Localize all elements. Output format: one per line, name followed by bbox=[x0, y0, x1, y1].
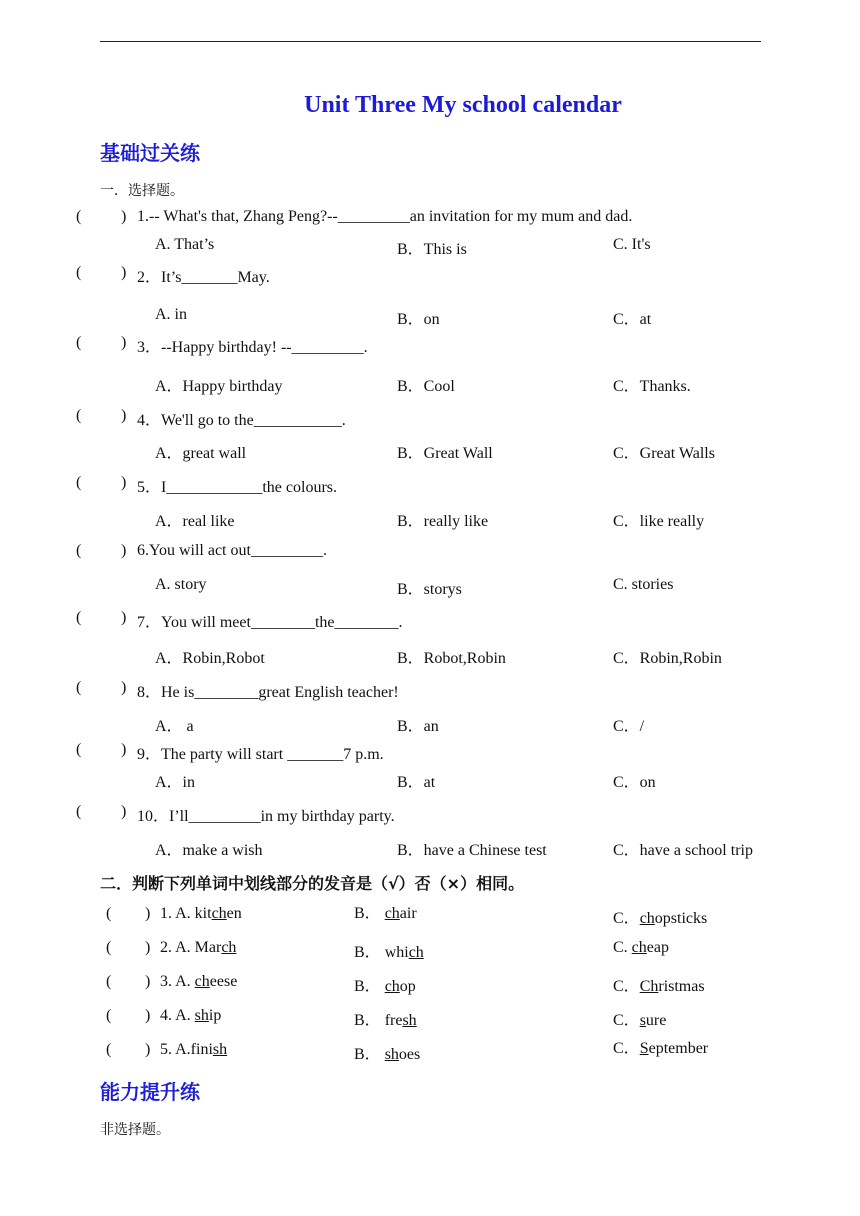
phonics-a: 5. A.finish bbox=[160, 1041, 228, 1058]
question-stem: 8．He is bbox=[137, 684, 195, 701]
answer-blank[interactable]: _______ bbox=[287, 746, 344, 763]
option-a[interactable]: A．Happy birthday bbox=[155, 378, 283, 395]
answer-paren-close[interactable]: ) bbox=[121, 542, 127, 559]
answer-blank[interactable]: _________ bbox=[291, 339, 364, 356]
question-stem: 5．I bbox=[137, 479, 167, 496]
answer-blank[interactable]: _________ bbox=[188, 808, 261, 825]
phonics-word: shoes bbox=[384, 1046, 421, 1063]
answer-blank[interactable]: ____________ bbox=[166, 479, 263, 496]
underlined-letters: sh bbox=[194, 1007, 209, 1024]
judge-paren-close[interactable]: ) bbox=[145, 1041, 151, 1058]
phonics-c: C．chopsticks bbox=[613, 910, 708, 927]
phonics-word: chair bbox=[384, 905, 417, 922]
answer-paren-open[interactable]: ( bbox=[76, 334, 82, 351]
answer-paren-open[interactable]: ( bbox=[76, 803, 82, 820]
question-text bbox=[137, 334, 368, 357]
question-text bbox=[137, 264, 270, 287]
underlined-letters: sh bbox=[402, 1012, 417, 1029]
answer-blank[interactable]: ___________ bbox=[253, 412, 342, 429]
question-text bbox=[137, 609, 403, 632]
phonics-a: 2. A. March bbox=[160, 939, 237, 956]
answer-paren-open[interactable]: ( bbox=[76, 609, 82, 626]
option-a[interactable]: A． a bbox=[155, 718, 194, 735]
question-rest: the________. bbox=[314, 614, 403, 631]
option-c[interactable]: C．/ bbox=[613, 718, 645, 735]
answer-paren-close[interactable]: ) bbox=[121, 334, 127, 351]
underlined-letters: ch bbox=[211, 905, 227, 922]
answer-blank[interactable]: _________ bbox=[250, 542, 323, 559]
answer-paren-close[interactable]: ) bbox=[121, 741, 127, 758]
underlined-letters: Ch bbox=[639, 978, 659, 995]
phonics-word: chopsticks bbox=[639, 910, 708, 927]
answer-paren-close[interactable]: ) bbox=[121, 474, 127, 491]
question-rest: an invitation for my mum and dad. bbox=[409, 208, 633, 225]
question-rest: May. bbox=[237, 269, 270, 286]
question-rest: great English teacher! bbox=[258, 684, 399, 701]
question-stem: 2．It’s bbox=[137, 269, 182, 286]
judge-paren-open[interactable]: ( bbox=[106, 1041, 112, 1058]
judge-paren-close[interactable]: ) bbox=[145, 905, 151, 922]
judge-paren-open[interactable]: ( bbox=[106, 973, 112, 990]
option-a[interactable]: A. That’s bbox=[155, 236, 215, 253]
phonics-a: 4. A. ship bbox=[160, 1007, 222, 1024]
phonics-a: 1. A. kitchen bbox=[160, 905, 242, 922]
question-rest: in my birthday party. bbox=[260, 808, 395, 825]
answer-paren-open[interactable]: ( bbox=[76, 741, 82, 758]
answer-paren-open[interactable]: ( bbox=[76, 264, 82, 281]
question-text bbox=[137, 474, 337, 497]
option-a[interactable]: A. story bbox=[155, 576, 207, 593]
option-c[interactable]: C．on bbox=[613, 774, 656, 791]
phonics-b: B． fresh bbox=[354, 1012, 417, 1029]
underlined-letters: ch bbox=[384, 905, 400, 922]
question-text bbox=[137, 803, 395, 826]
answer-paren-open[interactable]: ( bbox=[76, 542, 82, 559]
phonics-b: B． chair bbox=[354, 905, 417, 922]
question-rest: the colours. bbox=[262, 479, 337, 496]
option-c[interactable]: C．have a school trip bbox=[613, 842, 753, 859]
underlined-letters: ch bbox=[384, 978, 400, 995]
phonics-word: finish bbox=[190, 1041, 228, 1058]
option-a[interactable]: A．real like bbox=[155, 513, 235, 530]
question-stem: 10．I’ll bbox=[137, 808, 189, 825]
judge-paren-open[interactable]: ( bbox=[106, 1007, 112, 1024]
phonics-c: C. cheap bbox=[613, 939, 669, 956]
answer-blank[interactable]: ________ bbox=[250, 614, 315, 631]
judge-paren-close[interactable]: ) bbox=[145, 939, 151, 956]
phonics-word: cheese bbox=[194, 973, 238, 990]
option-a[interactable]: A．make a wish bbox=[155, 842, 263, 859]
underlined-letters: ch bbox=[639, 910, 655, 927]
option-b[interactable]: B．at bbox=[397, 774, 436, 791]
phonics-word: Christmas bbox=[639, 978, 705, 995]
option-c[interactable]: C．at bbox=[613, 311, 652, 328]
part2-heading: 二．判断下列单词中划线部分的发音是（√）否（×）相同。 bbox=[100, 874, 525, 893]
part1-heading: 一．选择题。 bbox=[100, 183, 184, 199]
answer-paren-open[interactable]: ( bbox=[76, 679, 82, 696]
underlined-letters: sh bbox=[212, 1041, 228, 1058]
phonics-c: C．sure bbox=[613, 1012, 667, 1029]
option-b[interactable]: B．Great Wall bbox=[397, 445, 493, 462]
answer-blank[interactable]: _______ bbox=[181, 269, 238, 286]
question-text bbox=[137, 208, 632, 226]
section-heading-advanced: 能力提升练 bbox=[100, 1080, 200, 1104]
question-stem: 4．We'll go to the bbox=[137, 412, 254, 429]
option-b[interactable]: B．storys bbox=[397, 581, 462, 598]
phonics-word: March bbox=[194, 939, 237, 956]
question-text bbox=[137, 741, 384, 764]
option-c[interactable]: C. stories bbox=[613, 576, 674, 593]
judge-paren-close[interactable]: ) bbox=[145, 973, 151, 990]
phonics-c: C．September bbox=[613, 1040, 709, 1057]
phonics-b: B． which bbox=[354, 944, 424, 961]
answer-paren-close[interactable]: ) bbox=[121, 679, 127, 696]
option-c[interactable]: C．Great Walls bbox=[613, 445, 715, 462]
answer-blank[interactable]: ________ bbox=[194, 684, 259, 701]
question-stem: 7．You will meet bbox=[137, 614, 251, 631]
phonics-word: September bbox=[639, 1040, 709, 1057]
answer-paren-open[interactable]: ( bbox=[76, 407, 82, 424]
phonics-a: 3. A. cheese bbox=[160, 973, 238, 990]
judge-paren-open[interactable]: ( bbox=[106, 939, 112, 956]
answer-paren-close[interactable]: ) bbox=[121, 803, 127, 820]
option-a[interactable]: A．great wall bbox=[155, 445, 247, 462]
section-heading-basic: 基础过关练 bbox=[100, 141, 200, 165]
question-stem: 6.You will act out bbox=[137, 542, 251, 559]
option-b[interactable]: B．This is bbox=[397, 241, 467, 258]
underlined-letters: s bbox=[639, 1012, 646, 1029]
option-b[interactable]: B．on bbox=[397, 311, 440, 328]
answer-paren-close[interactable]: ) bbox=[121, 264, 127, 281]
phonics-word: kitchen bbox=[194, 905, 242, 922]
underlined-letters: S bbox=[639, 1040, 649, 1057]
phonics-word: chop bbox=[384, 978, 416, 995]
option-a[interactable]: A. in bbox=[155, 306, 187, 323]
phonics-word: sure bbox=[639, 1012, 667, 1029]
phonics-b: B． shoes bbox=[354, 1046, 421, 1063]
underlined-letters: ch bbox=[194, 973, 210, 990]
option-a[interactable]: A．in bbox=[155, 774, 196, 791]
phonics-b: B． chop bbox=[354, 978, 416, 995]
option-c[interactable]: C．Robin,Robin bbox=[613, 650, 722, 667]
judge-paren-close[interactable]: ) bbox=[145, 1007, 151, 1024]
question-rest: 7 p.m. bbox=[343, 746, 384, 763]
option-c[interactable]: C. It's bbox=[613, 236, 651, 253]
phonics-word: ship bbox=[194, 1007, 222, 1024]
underlined-letters: ch bbox=[631, 939, 647, 956]
option-b[interactable]: B．Robot,Robin bbox=[397, 650, 506, 667]
question-rest: . bbox=[363, 339, 368, 356]
question-text bbox=[137, 542, 327, 560]
phonics-word: which bbox=[384, 944, 424, 961]
underlined-letters: sh bbox=[384, 1046, 399, 1063]
option-a[interactable]: A．Robin,Robot bbox=[155, 650, 265, 667]
part3-heading: 非选择题。 bbox=[100, 1122, 170, 1138]
answer-blank[interactable]: _________ bbox=[337, 208, 410, 225]
question-stem: 9．The party will start bbox=[137, 746, 288, 763]
page-title: Unit Three My school calendar bbox=[304, 92, 622, 118]
question-stem: 3．--Happy birthday! -- bbox=[137, 339, 292, 356]
option-b[interactable]: B．have a Chinese test bbox=[397, 842, 547, 859]
answer-paren-close[interactable]: ) bbox=[121, 407, 127, 424]
option-c[interactable]: C．like really bbox=[613, 513, 705, 530]
answer-paren-close[interactable]: ) bbox=[121, 609, 127, 626]
question-rest: . bbox=[341, 412, 346, 429]
question-text bbox=[137, 407, 346, 430]
phonics-word: fresh bbox=[384, 1012, 417, 1029]
question-rest: . bbox=[322, 542, 327, 559]
question-stem: 1.-- What's that, Zhang Peng?-- bbox=[137, 208, 338, 225]
header-rule bbox=[100, 41, 761, 42]
phonics-c: C．Christmas bbox=[613, 978, 705, 995]
answer-paren-close[interactable]: ) bbox=[121, 208, 127, 225]
judge-paren-open[interactable]: ( bbox=[106, 905, 112, 922]
phonics-word: cheap bbox=[631, 939, 669, 956]
option-b[interactable]: B．really like bbox=[397, 513, 489, 530]
answer-paren-open[interactable]: ( bbox=[76, 474, 82, 491]
option-c[interactable]: C．Thanks. bbox=[613, 378, 691, 395]
option-b[interactable]: B．an bbox=[397, 718, 439, 735]
question-text bbox=[137, 679, 399, 702]
option-b[interactable]: B．Cool bbox=[397, 378, 455, 395]
underlined-letters: ch bbox=[408, 944, 424, 961]
underlined-letters: ch bbox=[221, 939, 237, 956]
answer-paren-open[interactable]: ( bbox=[76, 208, 82, 225]
